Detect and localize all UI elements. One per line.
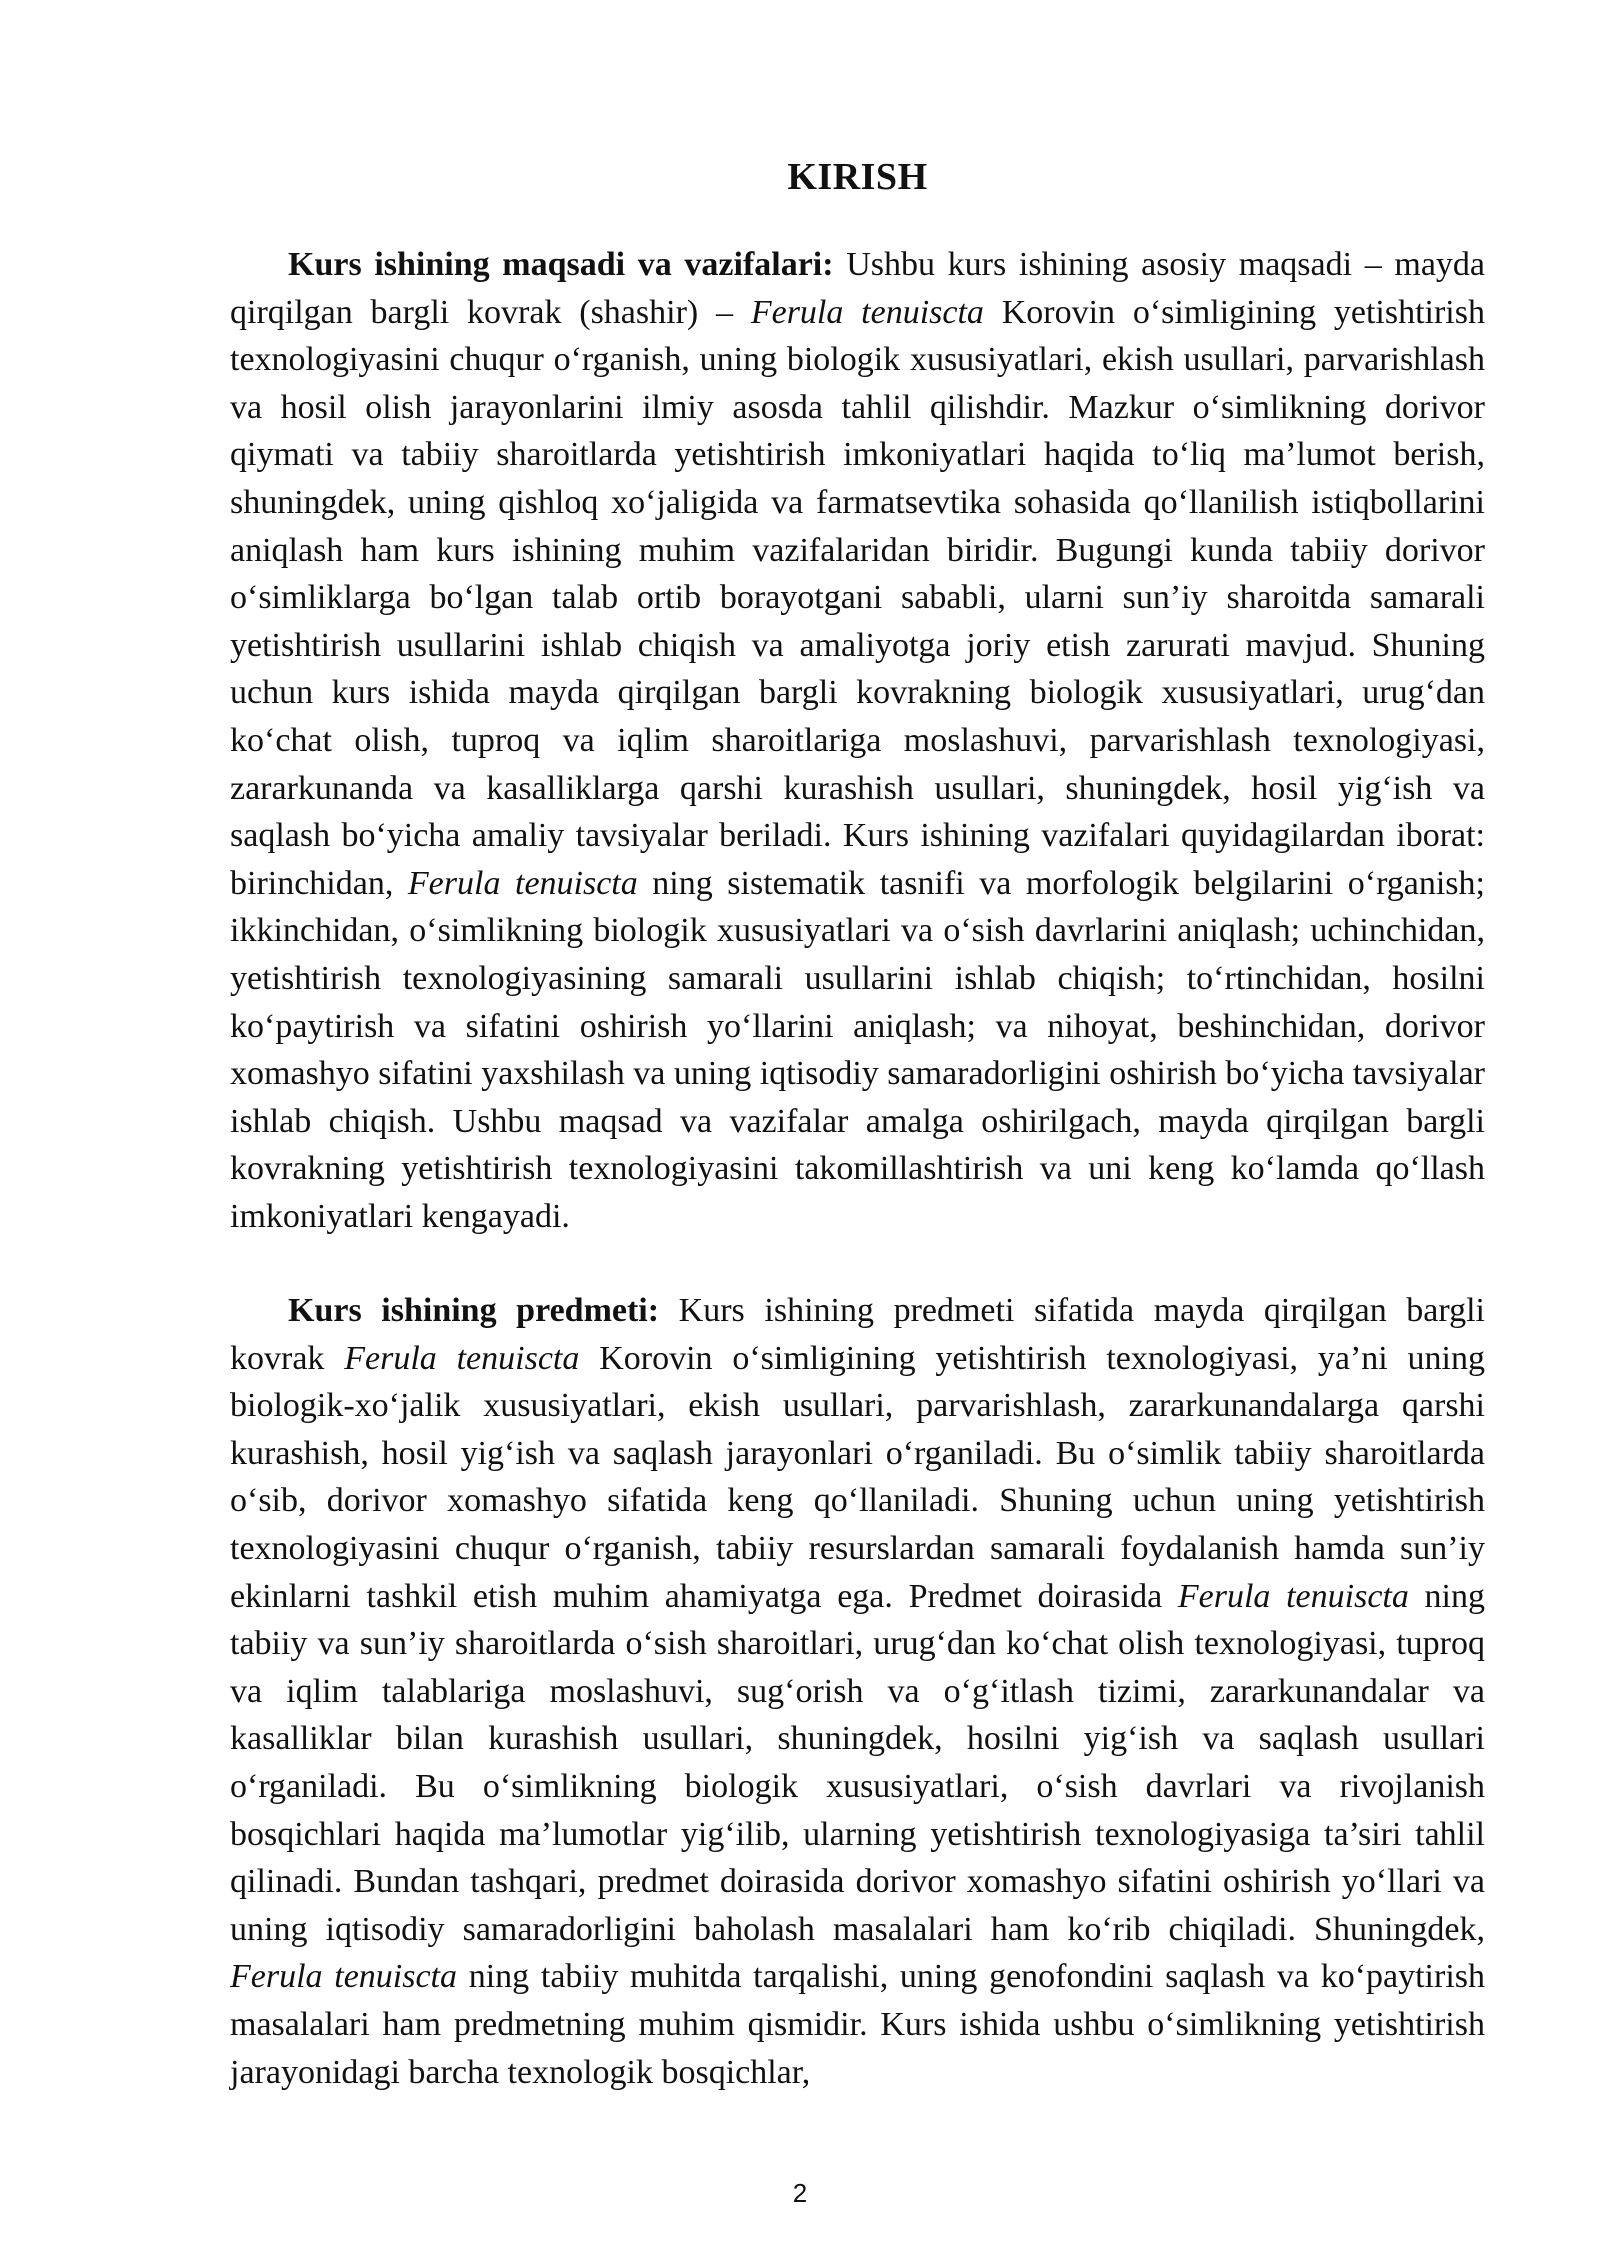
species-name: Ferula tenuiscta xyxy=(230,1958,458,1996)
species-name: Ferula tenuiscta xyxy=(407,864,638,902)
page-number: 2 xyxy=(792,2178,808,2208)
paragraph-text: ning tabiiy va sun’iy sharoitlarda o‘sish sharoitlari, urug‘dan ko‘chat olish texnologiyasi, tuproq va iqlim talablariga moslashuvi, sug‘orish va o‘g‘itlash tizimi, zararkunandalar va kasalliklar bilan kurashish usullari, shuningdek, hosilni yig‘ish va saqlash usullari o‘rganiladi. Bu o‘simlikning biologik xususiyatlari, o‘sish davrlari va rivojlanish bosqichlari haqida ma’lumotlar yig‘ilib, ularning yetishtirish texnologiyasiga ta’siri tahlil qilinadi. Bundan tashqari, predmet doirasida dorivor xomashyo sifatini oshirish yo‘llari va uning iqtisodiy samaradorligini baholash masalalari ham ko‘rib chiqiladi. Shuningdek, xyxy=(230,1577,1485,1948)
page-title: KIRISH xyxy=(787,156,928,198)
species-name: Ferula tenuiscta xyxy=(344,1339,580,1377)
species-name: Ferula tenuiscta xyxy=(750,293,984,331)
paragraph-text: Korovin o‘simligining yetishtirish texnologiyasini chuqur o‘rganish, uning biologik xususiyatlari, ekish usullari, parvarishlash va hosil olish jarayonlarini ilmiy asosda tahlil qilishdir. Mazkur o‘simlikning dorivor qiymati va tabiiy sharoitlarda yetishtirish imkoniyatlari haqida to‘liq ma’lumot berish, shuningdek, uning qishloq xo‘jaligida va farmatsevtika sohasida qo‘llanilish istiqbollarini aniqlash ham kurs ishining muhim vazifalaridan biridir. Bugungi kunda tabiiy dorivor o‘simliklarga bo‘lgan talab ortib borayotgani sababli, ularni sun’iy sharoitda samarali yetishtirish usullarini ishlab chiqish va amaliyotga joriy etish zarurati mavjud. Shuning uchun kurs ishida mayda qirqilgan bargli kovrakning biologik xususiyatlari, urug‘dan ko‘chat olish, tuproq va iqlim sharoitlariga moslashuvi, parvarishlash texnologiyasi, zararkunanda va kasalliklarga qarshi kurashish usullari, shuningdek, hosil yig‘ish va saqlash bo‘yicha amaliy tavsiyalar beriladi. Kurs ishining vazifalari quyidagilardan iborat: birinchidan, xyxy=(230,293,1485,902)
paragraph-text: Korovin o‘simligining yetishtirish texnologiyasi, ya’ni uning biologik-xo‘jalik xususiyatlari, ekish usullari, parvarishlash, zararkunandalarga qarshi kurashish, hosil yig‘ish va saqlash jarayonlari o‘rganiladi. Bu o‘simlik tabiiy sharoitlarda o‘sib, dorivor xomashyo sifatida keng qo‘llaniladi. Shuning uchun uning yetishtirish texnologiyasini chuqur o‘rganish, tabiiy resurslardan samarali foydalanish hamda sun’iy ekinlarni tashkil etish muhim ahamiyatga ega. Predmet doirasida xyxy=(230,1339,1485,1615)
paragraph-lead: Kurs ishining maqsadi va vazifalari: xyxy=(288,246,834,283)
paragraph-maqsad xyxy=(230,241,1485,1240)
paragraph-predmet xyxy=(230,1287,1485,2096)
paragraph-text: ning tabiiy muhitda tarqalishi, uning genofondini saqlash va ko‘paytirish masalalari ham predmetning muhim qismidir. Kurs ishida ushbu o‘simlikning yetishtirish jarayonidagi barcha texnologik bosqichlar, xyxy=(230,1958,1485,2091)
paragraph-text: ning sistematik tasnifi va morfologik belgilarini o‘rganish; ikkinchidan, o‘simlikning biologik xususiyatlari va o‘sish davrlarini aniqlash; uchinchidan, yetishtirish texnologiyasining samarali usullarini ishlab chiqish; to‘rtinchidan, hosilni ko‘paytirish va sifatini oshirish yo‘llarini aniqlash; va nihoyat, beshinchidan, dorivor xomashyo sifatini yaxshilash va uning iqtisodiy samaradorligini oshirish bo‘yicha tavsiyalar ishlab chiqish. Ushbu maqsad va vazifalar amalga oshirilgach, mayda qirqilgan bargli kovrakning yetishtirish texnologiyasini takomillashtirish va uni keng ko‘lamda qo‘llash imkoniyatlari kengayadi. xyxy=(230,864,1485,1235)
paragraph-text: Ushbu kurs ishining asosiy maqsadi – mayda qirqilgan bargli kovrak (shashir) – xyxy=(230,246,1485,331)
paragraph-text: Kurs ishining predmeti sifatida mayda qirqilgan bargli kovrak xyxy=(230,1292,1485,1377)
paragraph-lead: Kurs ishining predmeti: xyxy=(288,1292,660,1329)
species-name: Ferula tenuiscta xyxy=(1177,1577,1409,1615)
